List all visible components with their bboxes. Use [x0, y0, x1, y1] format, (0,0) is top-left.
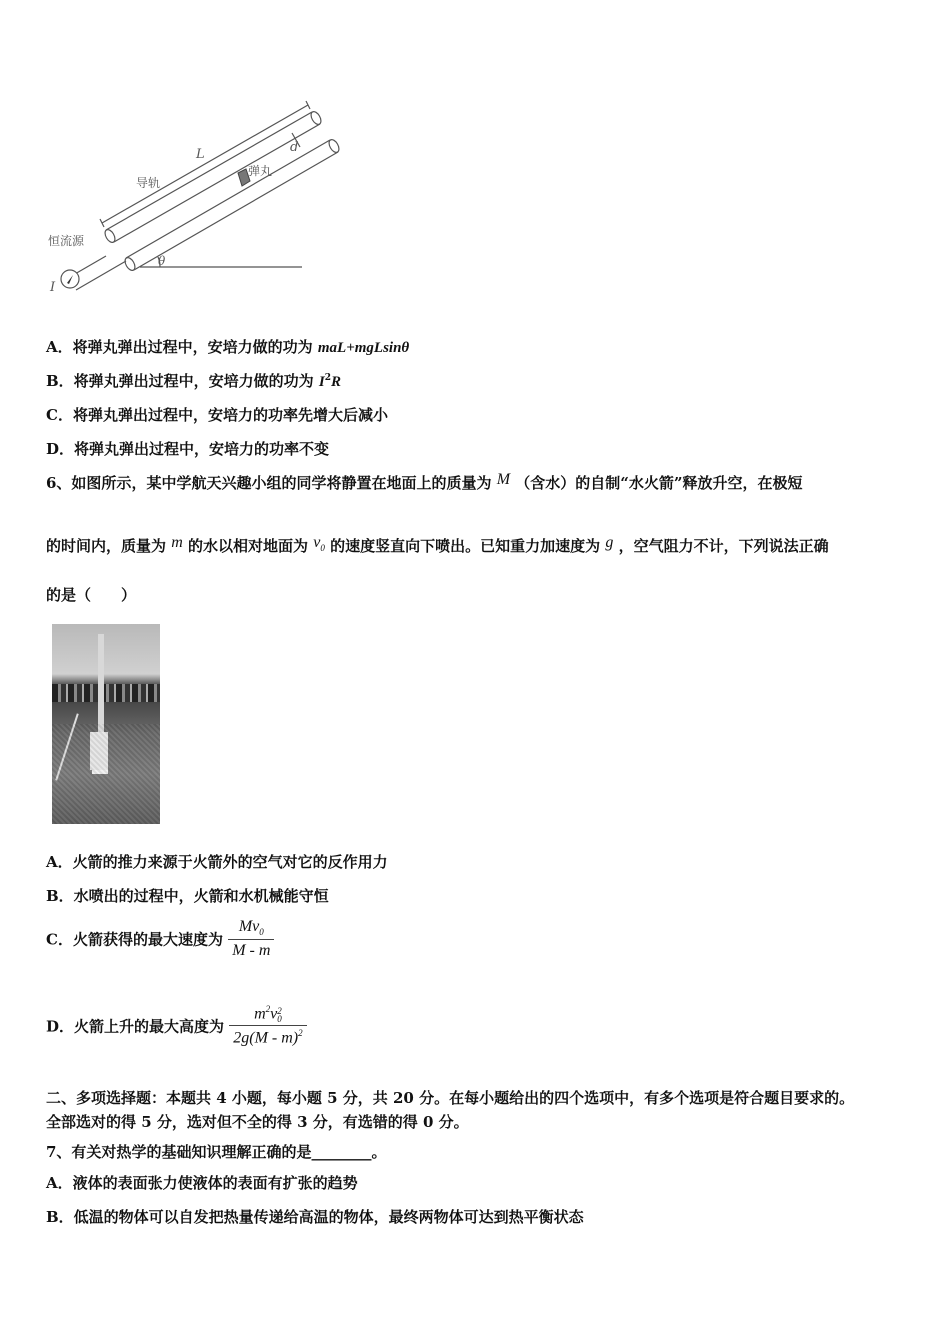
rail-gun-diagram — [40, 95, 350, 305]
label-bullet: 弹丸 — [248, 164, 273, 178]
q6-stem-line3: 的是（ ） — [46, 586, 137, 604]
q6-option-d: D．火箭上升的最大高度为 $m^2v$ 2 0 2g(M - m)$^2$ — [46, 1004, 307, 1048]
q7-option-a: A．液体的表面张力使液体的表面有扩张的趋势 — [46, 1174, 358, 1192]
label-theta: θ — [158, 254, 166, 268]
q5-option-a: A．将弹丸弹出过程中，安培力做的功为 maL+mgLsinθ — [46, 338, 410, 356]
q6-stem-line1: 6、如图所示，某中学航天兴趣小组的同学将静置在地面上的质量为 M （含水）的自制“水火箭”释放升空，在极短 — [46, 471, 803, 492]
q6-stem-line2: 的时间内，质量为 m 的水以相对地面为 $v_0$ 的速度竖直向下喷出。已知重力加速度为 g ，空气阻力不计，下列说法正确 — [46, 534, 829, 555]
q6-c-fraction: $\frac{Mv_0}{M - m}$ — [228, 918, 274, 960]
q5-option-c: C．将弹丸弹出过程中，安培力的功率先增大后减小 — [46, 406, 388, 424]
section2-heading: 二、多项选择题：本题共 4 小题，每小题 5 分，共 20 分。在每小题给出的四个选项中，有多个选项是符合题目要求的。 全部选对的得 5 分，选对但不全的得 3 分，有选错的得 0 分。 — [46, 1089, 855, 1131]
q6-option-a: A．火箭的推力来源于火箭外的空气对它的反作用力 — [46, 853, 388, 871]
q7-stem: 7、有关对热学的基础知识理解正确的是________。 — [46, 1143, 387, 1161]
q6-option-b: B．水喷出的过程中，火箭和水机械能守恒 — [46, 887, 329, 905]
label-source: 恒流源 — [48, 234, 85, 248]
label-d: d — [290, 140, 299, 155]
q6-option-c: C．火箭获得的最大速度为 $\frac{Mv_0}{M - m}$ — [46, 918, 274, 960]
label-I: I — [50, 280, 56, 295]
label-rail: 导轨 — [136, 176, 161, 190]
label-L: L — [196, 147, 205, 162]
q5-option-d: D．将弹丸弹出过程中，安培力的功率不变 — [46, 440, 330, 458]
q7-option-b: B．低温的物体可以自发把热量传递给高温的物体，最终两物体可达到热平衡状态 — [46, 1208, 584, 1226]
q6-d-fraction: $m^2v$ 2 0 2g(M - m)$^2$ — [229, 1004, 306, 1048]
q5-option-b: B．将弹丸弹出过程中，安培力做的功为 $I^2R$ — [46, 372, 342, 390]
water-rocket-photo — [52, 624, 160, 824]
